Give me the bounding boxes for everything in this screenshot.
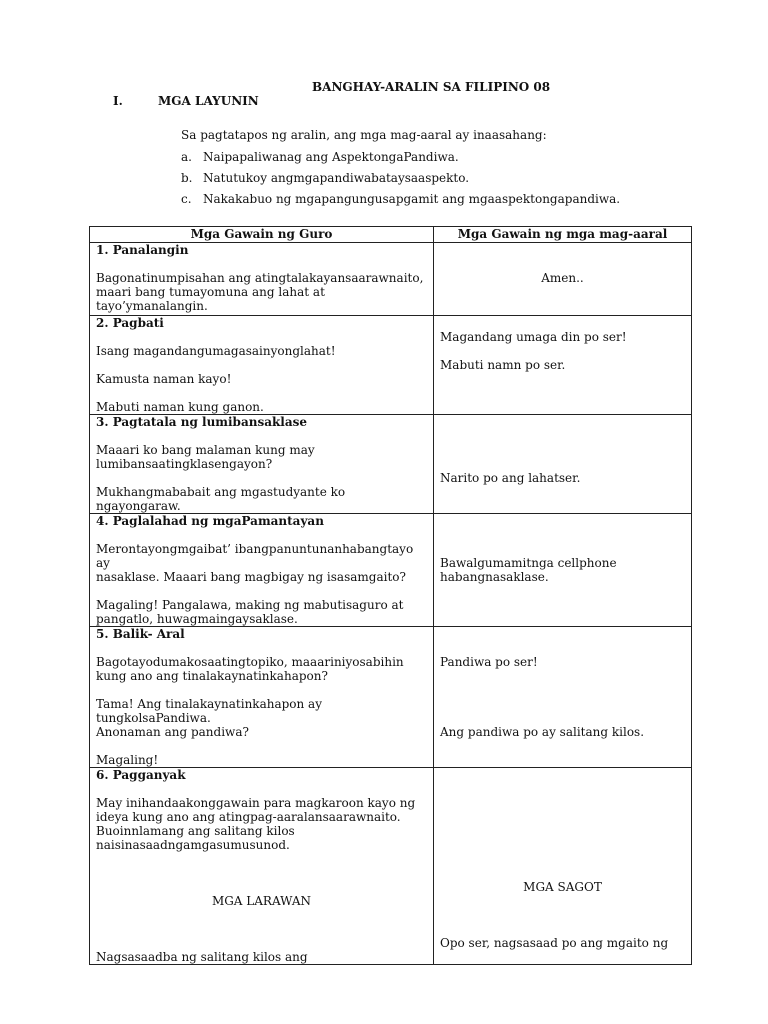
teacher-line: Merontayongmgaibat’ ibangpanuntunanhabangtayo ay bbox=[96, 542, 414, 570]
teacher-line: Tama! Ang tinalakaynatinkahapon ay bbox=[96, 697, 322, 711]
teacher-line: kung ano ang tinalakaynatinkahapon? bbox=[96, 669, 328, 683]
row-heading: 1. Panalangin bbox=[96, 243, 189, 257]
student-cell bbox=[434, 768, 692, 965]
teacher-line: Kamusta naman kayo! bbox=[96, 372, 232, 386]
row-heading: 6. Pagganyak bbox=[96, 768, 186, 782]
objective-letter: b. bbox=[181, 171, 193, 185]
objective-letter: c. bbox=[181, 192, 192, 206]
objective-text: Naipapaliwanag ang AspektongaPandiwa. bbox=[203, 150, 459, 164]
objective-item bbox=[181, 150, 459, 164]
table-row bbox=[90, 514, 692, 627]
teacher-line: Nagsasaadba ng salitang kilos ang bbox=[96, 950, 308, 964]
teacher-line: lumibansaatingklasengayon? bbox=[96, 457, 273, 471]
teacher-line: Maaari ko bang malaman kung may bbox=[96, 443, 315, 457]
teacher-line: Magaling! Pangalawa, making ng mabutisaguro at bbox=[96, 598, 404, 612]
student-cell bbox=[434, 316, 692, 415]
teacher-line: Isang magandangumagasainyonglahat! bbox=[96, 344, 336, 358]
table-row bbox=[90, 768, 692, 965]
teacher-line: Mukhangmababait ang mgastudyante ko ngayongaraw. bbox=[96, 485, 346, 513]
objective-text: Natutukoy angmgapandiwabataysaaspekto. bbox=[203, 171, 470, 185]
table-row bbox=[90, 316, 692, 415]
section-number: I. bbox=[113, 94, 123, 108]
table-row bbox=[90, 415, 692, 514]
teacher-line: nasaklase. Maaari bang magbigay ng isasamgaito? bbox=[96, 570, 406, 584]
row-heading: 3. Pagtatala ng lumibansaklase bbox=[96, 415, 308, 429]
teacher-cell bbox=[90, 514, 434, 627]
table-row bbox=[90, 627, 692, 768]
teacher-column-header: Mga Gawain ng Guro bbox=[90, 227, 434, 243]
teacher-cell bbox=[90, 316, 434, 415]
answers-label: MGA SAGOT bbox=[523, 880, 602, 894]
teacher-line: tungkolsaPandiwa. bbox=[96, 711, 211, 725]
teacher-line: Magaling! bbox=[96, 753, 159, 767]
teacher-line: naisinasaadngamgasumusunod. bbox=[96, 838, 290, 852]
teacher-cell bbox=[90, 627, 434, 768]
student-cell bbox=[434, 243, 692, 316]
teacher-cell bbox=[90, 243, 434, 316]
teacher-line: maari bang tumayomuna ang lahat at bbox=[96, 285, 325, 299]
teacher-line: tayo’ymanalangin. bbox=[96, 299, 208, 313]
document-title: BANGHAY-ARALIN SA FILIPINO 08 bbox=[312, 80, 551, 94]
teacher-line: May inihandaakonggawain para magkaroon kayo ng bbox=[96, 796, 416, 810]
teacher-line: Bagotayodumakosaatingtopiko, maaariniyosabihin bbox=[96, 655, 404, 669]
student-line: Narito po ang lahatser. bbox=[440, 471, 581, 485]
row-heading: 4. Paglalahad ng mgaPamantayan bbox=[96, 514, 324, 528]
objectives-intro: Sa pagtatapos ng aralin, ang mga mag-aaral ay inaasahang: bbox=[181, 128, 547, 142]
student-line: Amen.. bbox=[541, 271, 584, 285]
student-line: Pandiwa po ser! bbox=[440, 655, 538, 669]
teacher-cell bbox=[90, 768, 434, 965]
student-cell bbox=[434, 415, 692, 514]
student-line: Opo ser, nagsasaad po ang mgaito ng bbox=[440, 936, 669, 950]
objective-letter: a. bbox=[181, 150, 192, 164]
teacher-line: Buoinnlamang ang salitang kilos bbox=[96, 824, 295, 838]
table-header-row bbox=[90, 227, 692, 243]
row-heading: 2. Pagbati bbox=[96, 316, 164, 330]
teacher-line: pangatlo, huwagmaingaysaklase. bbox=[96, 612, 298, 626]
teacher-line: Bagonatinumpisahan ang atingtalakayansaarawnaito, bbox=[96, 271, 424, 285]
objective-text: Nakakabuo ng mgapangungusapgamit ang mgaaspektongapandiwa. bbox=[203, 192, 621, 206]
lesson-plan-table bbox=[89, 226, 692, 965]
student-cell bbox=[434, 514, 692, 627]
pictures-label: MGA LARAWAN bbox=[211, 894, 312, 908]
student-line: Bawalgumamitnga cellphone bbox=[440, 556, 617, 570]
student-line: Magandang umaga din po ser! bbox=[440, 330, 627, 344]
student-line: Mabuti namn po ser. bbox=[440, 358, 566, 372]
teacher-cell bbox=[90, 415, 434, 514]
row-heading: 5. Balik- Aral bbox=[96, 627, 185, 641]
student-line: Ang pandiwa po ay salitang kilos. bbox=[440, 725, 645, 739]
section-title: MGA LAYUNIN bbox=[158, 94, 259, 108]
objective-item bbox=[181, 192, 620, 206]
teacher-line: Mabuti naman kung ganon. bbox=[96, 400, 264, 414]
teacher-line: ideya kung ano ang atingpag-aaralansaarawnaito. bbox=[96, 810, 401, 824]
student-cell bbox=[434, 627, 692, 768]
table-row bbox=[90, 243, 692, 316]
objective-item bbox=[181, 171, 469, 185]
teacher-line: Anonaman ang pandiwa? bbox=[96, 725, 249, 739]
student-line: habangnasaklase. bbox=[440, 570, 549, 584]
student-column-header: Mga Gawain ng mga mag-aaral bbox=[434, 227, 692, 243]
